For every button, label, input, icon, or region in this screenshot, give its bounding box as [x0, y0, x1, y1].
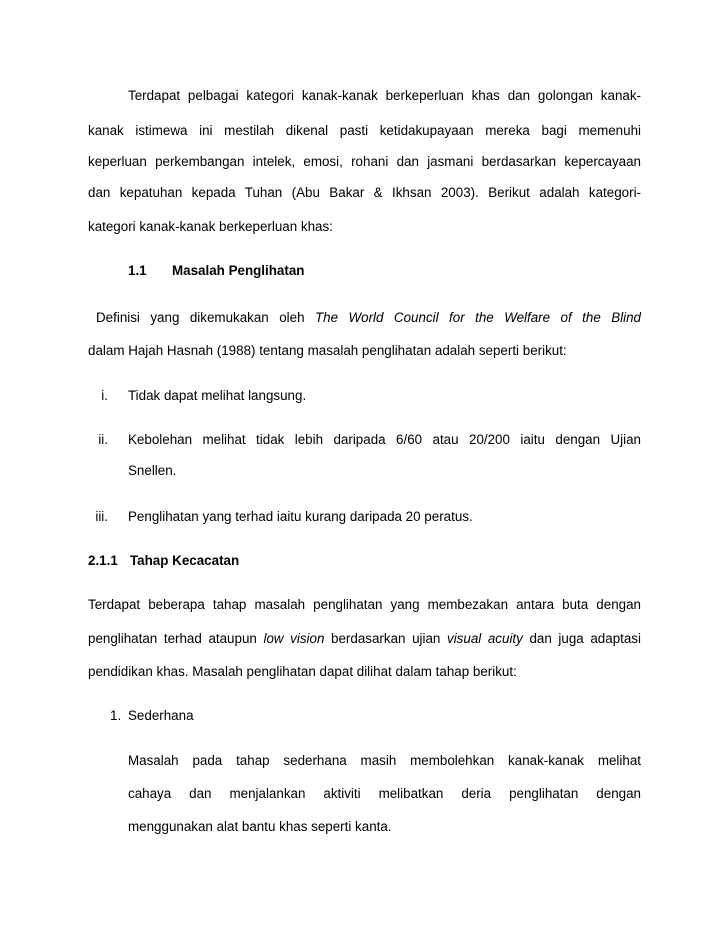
- list-item-number: ii.: [98, 432, 108, 447]
- para2-line-2: [88, 630, 641, 648]
- list-item-number: i.: [101, 388, 108, 403]
- subsection-title: Tahap Kecacatan: [130, 553, 240, 568]
- para2-text: penglihatan terhad ataupun: [88, 631, 264, 646]
- numbered-item-text-3: menggunakan alat bantu khas seperti kanta.: [128, 819, 392, 834]
- list-item: Kebolehan melihat tidak lebih daripada 6/60 atau 20/200 iaitu dengan Ujian: [128, 432, 641, 447]
- list-item: Tidak dapat melihat langsung.: [128, 388, 307, 403]
- para2-italic: low vision: [263, 631, 325, 646]
- definition-line-1: [96, 309, 641, 327]
- intro-line-1: Terdapat pelbagai kategori kanak-kanak berkeperluan khas dan golongan kanak-: [128, 88, 641, 103]
- numbered-item-label: Sederhana: [128, 708, 194, 723]
- subsection-number: 2.1.1: [88, 553, 118, 568]
- para2-line-1: Terdapat beberapa tahap masalah penglihatan yang membezakan antara buta dengan: [88, 597, 641, 612]
- list-item: Penglihatan yang terhad iaitu kurang daripada 20 peratus.: [128, 509, 473, 524]
- section-title: Masalah Penglihatan: [172, 263, 305, 278]
- section-number: 1.1: [128, 263, 147, 278]
- numbered-item-number: 1.: [110, 708, 122, 723]
- para2-text: berdasarkan ujian: [324, 631, 447, 646]
- list-item-number: iii.: [95, 509, 108, 524]
- intro-line-4: dan kepatuhan kepada Tuhan (Abu Bakar & Ikhsan 2003). Berikut adalah kategori-: [88, 185, 641, 200]
- definition-text: Definisi yang dikemukakan oleh: [96, 310, 315, 325]
- intro-line-3: keperluan perkembangan intelek, emosi, rohani dan jasmani berdasarkan kepercayaan: [88, 154, 641, 169]
- numbered-item-text-2: cahaya dan menjalankan aktiviti melibatkan deria penglihatan dengan: [128, 786, 641, 801]
- definition-line-2: dalam Hajah Hasnah (1988) tentang masalah penglihatan adalah seperti berikut:: [88, 343, 567, 358]
- list-item-continuation: Snellen.: [128, 463, 177, 478]
- para2-text: dan juga adaptasi: [522, 631, 641, 646]
- para2-line-3: pendidikan khas. Masalah penglihatan dapat dilihat dalam tahap berikut:: [88, 664, 517, 679]
- intro-line-5: kategori kanak-kanak berkeperluan khas:: [88, 219, 333, 234]
- intro-line-2: kanak istimewa ini mestilah dikenal pasti ketidakupayaan mereka bagi memenuhi: [88, 123, 641, 138]
- definition-italic: The World Council for the Welfare of the Blind: [314, 310, 642, 325]
- numbered-item-text-1: Masalah pada tahap sederhana masih membolehkan kanak-kanak melihat: [128, 753, 641, 768]
- para2-italic: visual acuity: [447, 631, 523, 646]
